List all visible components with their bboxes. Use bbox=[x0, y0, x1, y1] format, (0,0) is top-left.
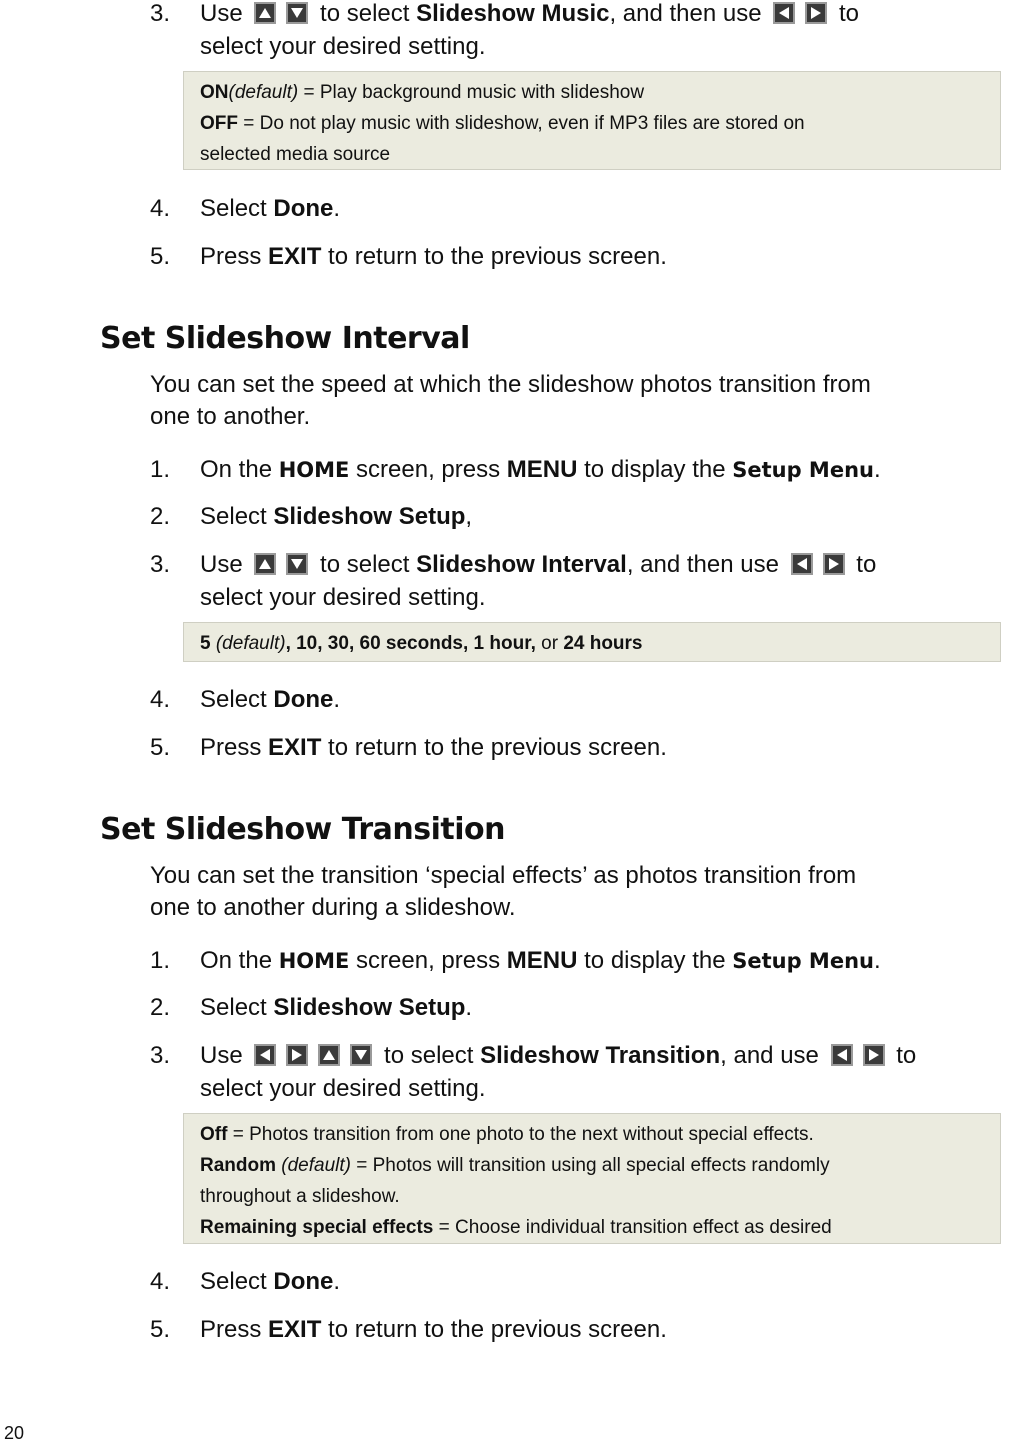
up-arrow-key-icon bbox=[254, 2, 276, 24]
down-arrow-key-icon bbox=[286, 2, 308, 24]
left-arrow-key-icon bbox=[791, 553, 813, 575]
section-intro: You can set the speed at which the slideshow photos transition from one to another. bbox=[150, 371, 871, 430]
right-arrow-key-icon bbox=[286, 1044, 308, 1066]
transition-step-4: 4. Select Done. bbox=[150, 1268, 341, 1295]
music-step-3: 3. Use to select Slideshow Music, and then use to select your desired setting. bbox=[150, 0, 1000, 63]
transition-step-1: 1. On the HOME screen, press MENU to display the Setup Menu. bbox=[150, 947, 881, 974]
transition-options-note: Off = Photos transition from one photo to the next without special effects. Random (default) = Photos will transition using all special effects randomly throughout a slideshow. Remaining special effects = Choose individual transition effect as desired bbox=[183, 1113, 1001, 1244]
page-number: 20 bbox=[4, 1423, 25, 1443]
left-arrow-key-icon bbox=[831, 1044, 853, 1066]
left-arrow-key-icon bbox=[773, 2, 795, 24]
interval-step-3: 3. Use to select Slideshow Interval, and then use to select your desired setting. bbox=[150, 551, 877, 611]
setting-name: Slideshow Music bbox=[416, 0, 610, 27]
interval-step-4: 4. Select Done. bbox=[150, 686, 341, 713]
interval-step-2: 2. Select Slideshow Setup, bbox=[150, 503, 473, 530]
setting-name: Slideshow Interval bbox=[416, 551, 627, 578]
section-intro: You can set the transition ‘special effects’ as photos transition from one to another during a slideshow. bbox=[150, 862, 857, 921]
interval-step-5: 5. Press EXIT to return to the previous screen. bbox=[150, 734, 667, 761]
down-arrow-key-icon bbox=[350, 1044, 372, 1066]
setting-name: Slideshow Transition bbox=[480, 1042, 721, 1069]
up-arrow-key-icon bbox=[318, 1044, 340, 1066]
transition-step-3: 3. Use to select Slideshow Transition, and use to select your desired setting. bbox=[150, 1042, 917, 1102]
left-arrow-key-icon bbox=[254, 1044, 276, 1066]
right-arrow-key-icon bbox=[823, 553, 845, 575]
step-number: 3. bbox=[150, 0, 171, 27]
right-arrow-key-icon bbox=[863, 1044, 885, 1066]
interval-step-1: 1. On the HOME screen, press MENU to display the Setup Menu. bbox=[150, 456, 881, 483]
right-arrow-key-icon bbox=[805, 2, 827, 24]
section-heading: Set Slideshow Transition bbox=[100, 812, 506, 847]
interval-options-note: 5 (default), 10, 30, 60 seconds, 1 hour, or 24 hours bbox=[183, 622, 1001, 662]
music-step-5: 5. Press EXIT to return to the previous screen. bbox=[150, 243, 667, 270]
transition-step-2: 2. Select Slideshow Setup. bbox=[150, 994, 473, 1021]
down-arrow-key-icon bbox=[286, 553, 308, 575]
transition-step-5: 5. Press EXIT to return to the previous screen. bbox=[150, 1316, 667, 1343]
music-step-4: 4. Select Done. bbox=[150, 195, 341, 222]
section-heading: Set Slideshow Interval bbox=[100, 321, 470, 356]
music-options-note: ON(default) = Play background music with slideshow OFF = Do not play music with slideshow, even if MP3 files are stored on selected media source bbox=[183, 71, 1001, 170]
up-arrow-key-icon bbox=[254, 553, 276, 575]
